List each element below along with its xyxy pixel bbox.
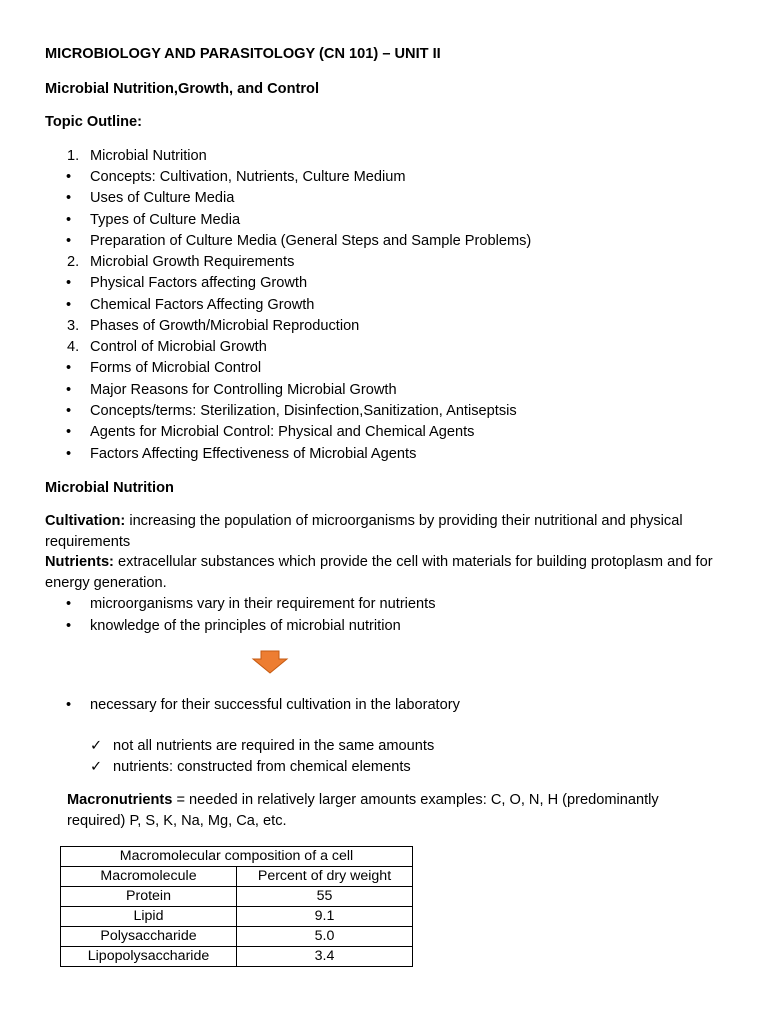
list-item-text: Concepts/terms: Sterilization, Disinfection,Sanitization, Antiseptsis xyxy=(90,403,517,419)
list-marker: 2. xyxy=(67,254,80,270)
unit-title: Microbial Nutrition,Growth, and Control xyxy=(45,81,320,97)
term-label: Nutrients: xyxy=(45,554,114,570)
bullet-icon: • xyxy=(66,297,72,313)
list-item-text: Types of Culture Media xyxy=(90,212,241,228)
bullet-icon: • xyxy=(66,275,72,291)
list-item-text: Microbial Growth Requirements xyxy=(90,254,295,270)
bullet-icon: • xyxy=(66,169,72,185)
bullet-icon: • xyxy=(66,212,72,228)
list-marker: 1. xyxy=(67,148,80,164)
list-marker: 4. xyxy=(67,339,80,355)
down-arrow-icon xyxy=(251,650,289,674)
table-row xyxy=(61,927,413,947)
list-item-text: Agents for Microbial Control: Physical and Chemical Agents xyxy=(90,424,475,440)
list-item-text: Factors Affecting Effectiveness of Microbial Agents xyxy=(90,446,417,462)
list-item-text: Uses of Culture Media xyxy=(90,190,235,206)
bullet-icon: • xyxy=(66,446,72,462)
table-caption-row xyxy=(61,847,413,867)
bullet-icon: • xyxy=(66,424,72,440)
section-heading: Microbial Nutrition xyxy=(45,480,174,496)
bullet-icon: • xyxy=(66,360,72,376)
list-item-text: Microbial Nutrition xyxy=(90,148,207,164)
list-item-text: necessary for their successful cultivation in the laboratory xyxy=(90,697,460,713)
list-item-text: Forms of Microbial Control xyxy=(90,360,262,376)
list-item-text: Control of Microbial Growth xyxy=(90,339,267,355)
table-cell: 9.1 xyxy=(237,907,413,927)
list-item-text: microorganisms vary in their requirement for nutrients xyxy=(90,596,436,612)
definition-text: = needed in relatively larger amounts examples: C, O, N, H (predominantly required) P, S, K, Na, Mg, Ca, etc. xyxy=(67,792,659,829)
macronutrients-definition xyxy=(67,790,707,832)
list-item-text: Phases of Growth/Microbial Reproduction xyxy=(90,318,360,334)
table-row xyxy=(61,907,413,927)
definition-text: extracellular substances which provide the cell with materials for building protoplasm and for energy generation. xyxy=(45,554,713,591)
column-header: Percent of dry weight xyxy=(237,867,413,887)
outline-heading: Topic Outline: xyxy=(45,114,143,130)
term-label: Cultivation: xyxy=(45,513,126,529)
cultivation-definition xyxy=(45,511,725,553)
column-header: Macromolecule xyxy=(61,867,237,887)
table-cell: 5.0 xyxy=(237,927,413,947)
table-cell: Lipopolysaccharide xyxy=(61,947,237,967)
list-item-text: not all nutrients are required in the same amounts xyxy=(113,738,435,754)
list-item-text: Preparation of Culture Media (General Steps and Sample Problems) xyxy=(90,233,532,249)
list-item-text: nutrients: constructed from chemical elements xyxy=(113,759,411,775)
table-cell: 3.4 xyxy=(237,947,413,967)
table-cell: Lipid xyxy=(61,907,237,927)
table-cell: Protein xyxy=(61,887,237,907)
macromolecule-table xyxy=(60,846,413,967)
bullet-icon: • xyxy=(66,596,72,612)
checkmark-icon: ✓ xyxy=(90,759,103,775)
bullet-icon: • xyxy=(66,190,72,206)
table-row xyxy=(61,947,413,967)
list-item-text: Concepts: Cultivation, Nutrients, Culture Medium xyxy=(90,169,406,185)
table-cell: 55 xyxy=(237,887,413,907)
table-header-row xyxy=(61,867,413,887)
list-item-text: knowledge of the principles of microbial nutrition xyxy=(90,618,401,634)
definition-text: increasing the population of microorganisms by providing their nutritional and physical requirements xyxy=(45,513,683,550)
bullet-icon: • xyxy=(66,233,72,249)
bullet-icon: • xyxy=(66,382,72,398)
list-item-text: Chemical Factors Affecting Growth xyxy=(90,297,315,313)
list-item-text: Major Reasons for Controlling Microbial Growth xyxy=(90,382,397,398)
term-label: Macronutrients xyxy=(67,792,173,808)
bullet-icon: • xyxy=(66,618,72,634)
table-cell: Polysaccharide xyxy=(61,927,237,947)
list-item-text: Physical Factors affecting Growth xyxy=(90,275,308,291)
list-marker: 3. xyxy=(67,318,80,334)
bullet-icon: • xyxy=(66,403,72,419)
checkmark-icon: ✓ xyxy=(90,738,103,754)
nutrients-definition xyxy=(45,552,725,594)
course-title: MICROBIOLOGY AND PARASITOLOGY (CN 101) – UNIT II xyxy=(45,46,441,62)
bullet-icon: • xyxy=(66,697,72,713)
table-row xyxy=(61,887,413,907)
table-caption: Macromolecular composition of a cell xyxy=(61,847,413,867)
